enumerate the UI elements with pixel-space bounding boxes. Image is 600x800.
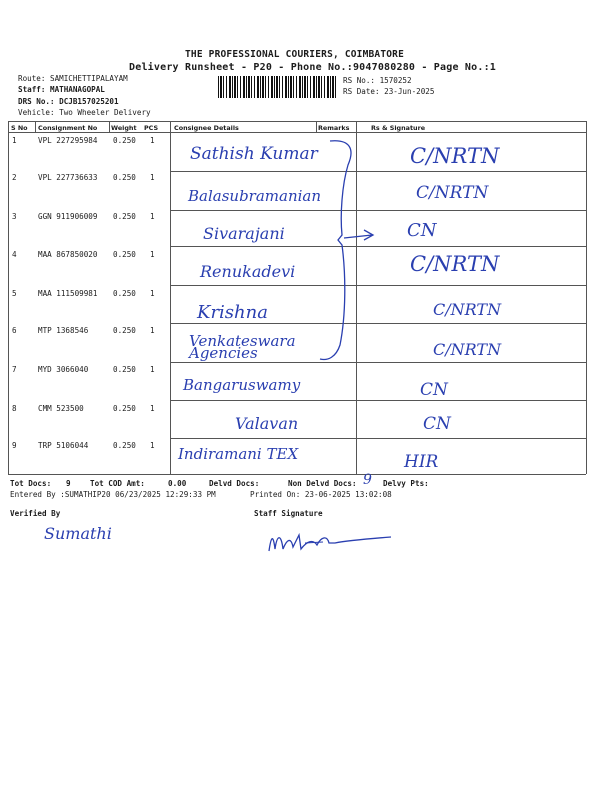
row-weight: 0.250 (113, 212, 136, 221)
tot-docs-label: Tot Docs: (10, 479, 52, 488)
row-pcs: 1 (150, 441, 155, 450)
route-label: Route: SAMICHETTIPALAYAM (18, 74, 128, 83)
tot-cod-label: Tot COD Amt: (90, 479, 145, 488)
row-sno: 1 (12, 136, 17, 145)
remarks-bracket-icon (300, 135, 380, 370)
row-consignment: MAA 867850020 (38, 250, 98, 259)
rs-number: RS No.: 1570252 (343, 76, 412, 85)
row-consignment: GGN 911906009 (38, 212, 98, 221)
col-weight: Weight (111, 124, 137, 132)
barcode (218, 76, 336, 98)
vehicle-label: Vehicle: Two Wheeler Delivery (18, 108, 151, 117)
consignee-name: Renukadevi (200, 262, 296, 281)
non-delvd-docs-value: 9 (363, 472, 372, 488)
staff-signature-icon (265, 527, 395, 557)
col-remarks: Remarks (318, 124, 350, 132)
delvy-pts-label: Delvy Pts: (383, 479, 429, 488)
row-sno: 4 (12, 250, 17, 259)
row-consignment: VPL 227295984 (38, 136, 98, 145)
row-sno: 7 (12, 365, 17, 374)
row-sno: 9 (12, 441, 17, 450)
row-sno: 6 (12, 326, 17, 335)
staff-signature-label: Staff Signature (254, 509, 323, 518)
row-pcs: 1 (150, 289, 155, 298)
tot-docs-value: 9 (66, 479, 71, 488)
row-weight: 0.250 (113, 404, 136, 413)
row-consignment: TRP 5106044 (38, 441, 89, 450)
consignee-name: Krishna (197, 302, 268, 323)
delivery-remark: HIR (404, 452, 439, 472)
delivery-remark: C/NRTN (433, 340, 502, 359)
delivery-remark: CN (407, 220, 437, 241)
col-pcs: PCS (144, 124, 159, 132)
verifier-signature: Sumathi (44, 524, 112, 543)
verified-by-label: Verified By (10, 509, 61, 518)
row-pcs: 1 (150, 136, 155, 145)
row-weight: 0.250 (113, 136, 136, 145)
col-sno: S No (11, 124, 28, 132)
delivery-remark: CN (423, 414, 451, 434)
consignee-name: Venkateswara Agencies (189, 332, 296, 362)
row-pcs: 1 (150, 326, 155, 335)
row-weight: 0.250 (113, 250, 136, 259)
row-sno: 8 (12, 404, 17, 413)
col-signature: Rs & Signature (371, 124, 426, 132)
consignee-name: Balasubramanian (188, 187, 322, 205)
col-consignee: Consignee Details (174, 124, 239, 132)
row-pcs: 1 (150, 173, 155, 182)
consignee-name: Sivarajani (203, 224, 285, 243)
tot-cod-value: 0.00 (168, 479, 187, 488)
row-pcs: 1 (150, 404, 155, 413)
row-pcs: 1 (150, 365, 155, 374)
row-consignment: VPL 227736633 (38, 173, 98, 182)
row-weight: 0.250 (113, 173, 136, 182)
row-weight: 0.250 (113, 365, 136, 374)
row-weight: 0.250 (113, 289, 136, 298)
row-pcs: 1 (150, 212, 155, 221)
drs-label: DRS No.: DCJB157025201 (18, 97, 119, 106)
non-delvd-docs-label: Non Delvd Docs: (288, 479, 357, 488)
staff-label: Staff: MATHANAGOPAL (18, 85, 105, 94)
consignee-name: Sathish Kumar (190, 144, 318, 164)
row-weight: 0.250 (113, 441, 136, 450)
delivery-remark: C/NRTN (410, 144, 500, 168)
row-weight: 0.250 (113, 326, 136, 335)
delivery-remark: C/NRTN (410, 252, 500, 276)
row-consignment: MAA 111509981 (38, 289, 98, 298)
row-consignment: CMM 523500 (38, 404, 84, 413)
consignee-name: Valavan (235, 414, 299, 433)
row-consignment: MTP 1368546 (38, 326, 89, 335)
delivery-remark: CN (420, 380, 448, 400)
consignee-name: Bangaruswamy (183, 376, 301, 394)
consignee-name: Indiramani TEX (178, 445, 299, 463)
row-sno: 2 (12, 173, 17, 182)
col-consignment: Consignment No (38, 124, 98, 132)
row-pcs: 1 (150, 250, 155, 259)
delvd-docs-label: Delvd Docs: (209, 479, 260, 488)
entered-by: Entered By :SUMATHIP20 06/23/2025 12:29:33 PM (10, 490, 216, 499)
delivery-remark: C/NRTN (416, 183, 489, 203)
row-sno: 3 (12, 212, 17, 221)
row-sno: 5 (12, 289, 17, 298)
runsheet-subtitle: Delivery Runsheet - P20 - Phone No.:9047080280 - Page No.:1 (129, 62, 497, 73)
printed-on: Printed On: 23-06-2025 13:02:08 (250, 490, 392, 499)
row-consignment: MYD 3066040 (38, 365, 89, 374)
company-title: THE PROFESSIONAL COURIERS, COIMBATORE (185, 49, 405, 60)
rs-date: RS Date: 23-Jun-2025 (343, 87, 435, 96)
delivery-remark: C/NRTN (433, 300, 502, 319)
